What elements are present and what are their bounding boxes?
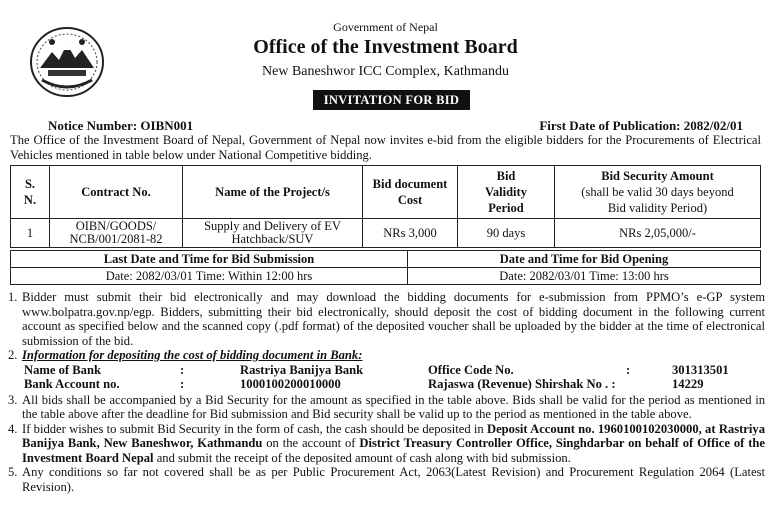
opening-value: Date: 2082/03/01 Time: 13:00 hrs (408, 268, 761, 285)
row-contract: OIBN/GOODS/ NCB/001/2081-82 (50, 219, 183, 248)
office-title: Office of the Investment Board (253, 36, 518, 58)
intro-paragraph: The Office of the Investment Board of Nepal, Government of Nepal now invites e-bid from the eligible bidders for the Procurements of Electrical Vehicles mentioned in table below under National Competitive bidding. (10, 133, 761, 162)
notice-number: Notice Number: OIBN001 (48, 118, 194, 133)
office-code: 301313501 (672, 362, 729, 377)
header-cost: Bid document Cost (363, 166, 458, 219)
list-item: 3. All bids shall be accompanied by a Bid Security for the amount as specified in the table above. Bids shall be valid for the period as mentioned in the table above after the deadline for Bid submission and Bid security shall be valid up to the period as mentioned in the table above. (8, 392, 765, 421)
dates-table (10, 250, 761, 285)
row-security: NRs 2,05,000/- (555, 219, 761, 248)
submission-value: Date: 2082/03/01 Time: Within 12:00 hrs (11, 268, 408, 285)
row-validity: 90 days (458, 219, 555, 248)
publication-date: First Date of Publication: 2082/02/01 (539, 118, 743, 133)
opening-header: Date and Time for Bid Opening (408, 251, 761, 268)
notice-header (0, 0, 771, 118)
bank-info-title: Information for depositing the cost of bidding document in Bank: (22, 348, 363, 362)
list-item: 1. Bidder must submit their bid electronically and may download the bidding documents for e-submission from PPMO’s e-GP system www.bolpatra.gov.np/egp. Bidders, submitting their bid electronically, should deposit the cost of bidding document in the following current account as specified below and the scanned copy (.pdf format) of the deposited voucher shall be uploaded by the bidder at the time of electronical submission of the bid. (8, 290, 765, 348)
account-number: 1000100200010000 (240, 376, 341, 391)
notice-row (48, 118, 743, 134)
list-item: 4. If bidder wishes to submit Bid Security in the form of cash, the cash should be deposited in Deposit Account no. 1960100102030000, at Rastriya Banijya Bank, New Baneshwor, Kathmandu on the account of District Treasury Controller Office, Singhdarbar on behalf of Office of the Investment Board Nepal and submit the receipt of the deposited amount of cash along with bid submission. (8, 421, 765, 465)
header-security: Bid Security Amount (shall be valid 30 days beyond Bid validity Period) (555, 166, 761, 219)
submission-header: Last Date and Time for Bid Submission (11, 251, 408, 268)
bid-table-header (11, 166, 761, 219)
row-cost: NRs 3,000 (363, 219, 458, 248)
invitation-banner: INVITATION FOR BID (313, 90, 470, 110)
list-item: 5. Any conditions so far not covered shall be as per Public Procurement Act, 2063(Latest Revision) and Procurement Regulation 2064 (Latest Revision). (8, 465, 765, 494)
header-sn: S. N. (11, 166, 50, 219)
bank-name: Rastriya Banijya Bank (240, 362, 364, 377)
rajaswa-number: 14229 (672, 376, 704, 391)
bank-details: Name of Bank : Rastriya Banijya Bank Office Code No. : 301313501 Bank Account no. : 1000100200010000 Rajaswa (Revenue) Shirshak No . : 14229 (24, 362, 729, 391)
bid-table (10, 165, 761, 248)
table-row (11, 219, 761, 248)
header-validity: Bid Validity Period (458, 166, 555, 219)
row-project: Supply and Delivery of EV Hatchback/SUV (183, 219, 363, 248)
list-item: 2. Information for depositing the cost of bidding document in Bank: Name of Bank : Rastriya Banijya Bank Office Code No. : 301313501 Bank Account no. : 1000100200010000 Rajaswa (Revenue) Shirshak No . : 14229 (8, 348, 765, 393)
row-sn: 1 (11, 219, 50, 248)
government-label: Government of Nepal (333, 20, 438, 34)
header-contract: Contract No. (50, 166, 183, 219)
office-address: New Baneshwor ICC Complex, Kathmandu (262, 64, 509, 79)
header-project: Name of the Project/s (183, 166, 363, 219)
conditions-list (8, 290, 765, 494)
